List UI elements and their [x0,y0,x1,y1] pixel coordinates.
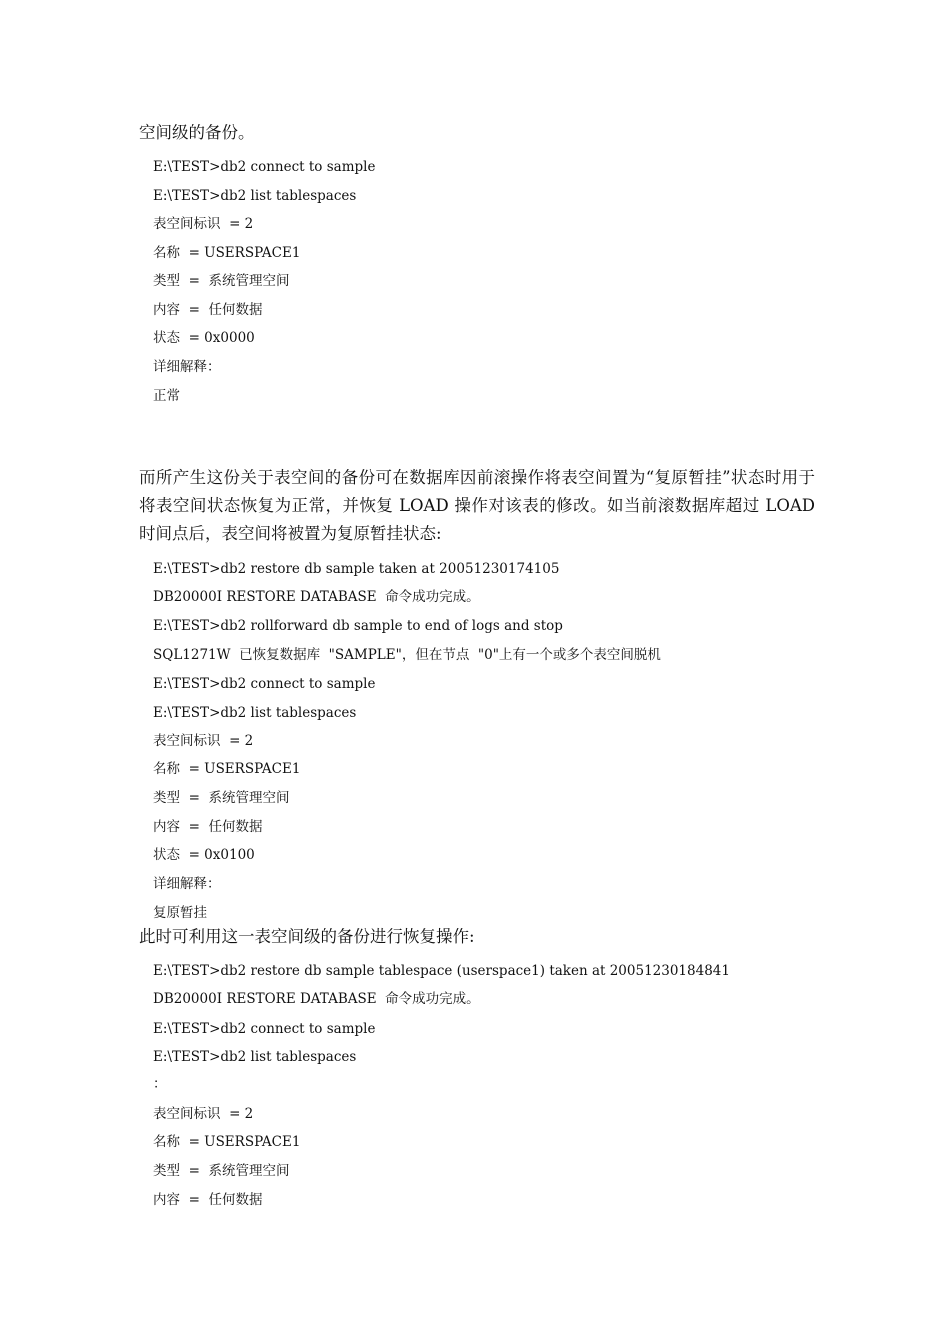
output-line: 名称 = USERSPACE1 [153,245,301,261]
command-line: E:\TEST>db2 list tablespaces [153,188,357,204]
command-line: E:\TEST>db2 connect to sample [153,1021,376,1037]
output-line: DB20000I RESTORE DATABASE 命令成功完成。 [153,589,480,605]
command-line: E:\TEST>db2 connect to sample [153,676,376,692]
output-line: 名称 = USERSPACE1 [153,1134,301,1150]
command-line: E:\TEST>db2 restore db sample taken at 20051230174105 [153,561,560,577]
paragraph-intro: 空间级的备份。 [139,123,255,142]
command-line: E:\TEST>db2 list tablespaces [153,1049,357,1065]
output-line: SQL1271W 已恢复数据库 "SAMPLE"，但在节点 "0"上有一个或多个表空间脱机 [153,647,661,663]
output-line: 表空间标识 = 2 [153,733,254,749]
output-line: 表空间标识 = 2 [153,216,254,232]
output-line: 状态 = 0x0100 [153,847,255,863]
output-line: 类型 = 系统管理空间 [153,790,290,806]
output-line: 正常 [153,388,180,404]
output-line: 内容 = 任何数据 [153,819,263,835]
output-line: 类型 = 系统管理空间 [153,273,290,289]
command-line: E:\TEST>db2 list tablespaces [153,705,357,721]
output-line: 类型 = 系统管理空间 [153,1163,290,1179]
output-line: 内容 = 任何数据 [153,302,263,318]
command-line: E:\TEST>db2 restore db sample tablespace (userspace1) taken at 20051230184841 [153,963,730,979]
output-line: 详细解释： [153,359,221,375]
paragraph-explanation: 而所产生这份关于表空间的备份可在数据库因前滚操作将表空间置为“复原暂挂”状态时用于将表空间状态恢复为正常，并恢复 LOAD 操作对该表的修改。如当前滚数据库超过 LOAD 时间点后，表空间将被置为复原暂挂状态: [139,468,815,543]
paragraph-restore: 此时可利用这一表空间级的备份进行恢复操作: [139,927,475,946]
output-line: 内容 = 任何数据 [153,1192,263,1208]
output-line: 名称 = USERSPACE1 [153,761,301,777]
command-line: E:\TEST>db2 rollforward db sample to end of logs and stop [153,618,563,634]
output-line: ： [153,1076,167,1092]
output-line: DB20000I RESTORE DATABASE 命令成功完成。 [153,991,480,1007]
output-line: 详细解释： [153,876,221,892]
output-line: 表空间标识 = 2 [153,1106,254,1122]
output-line: 复原暂挂 [153,905,207,921]
output-line: 状态 = 0x0000 [153,330,255,346]
command-line: E:\TEST>db2 connect to sample [153,159,376,175]
